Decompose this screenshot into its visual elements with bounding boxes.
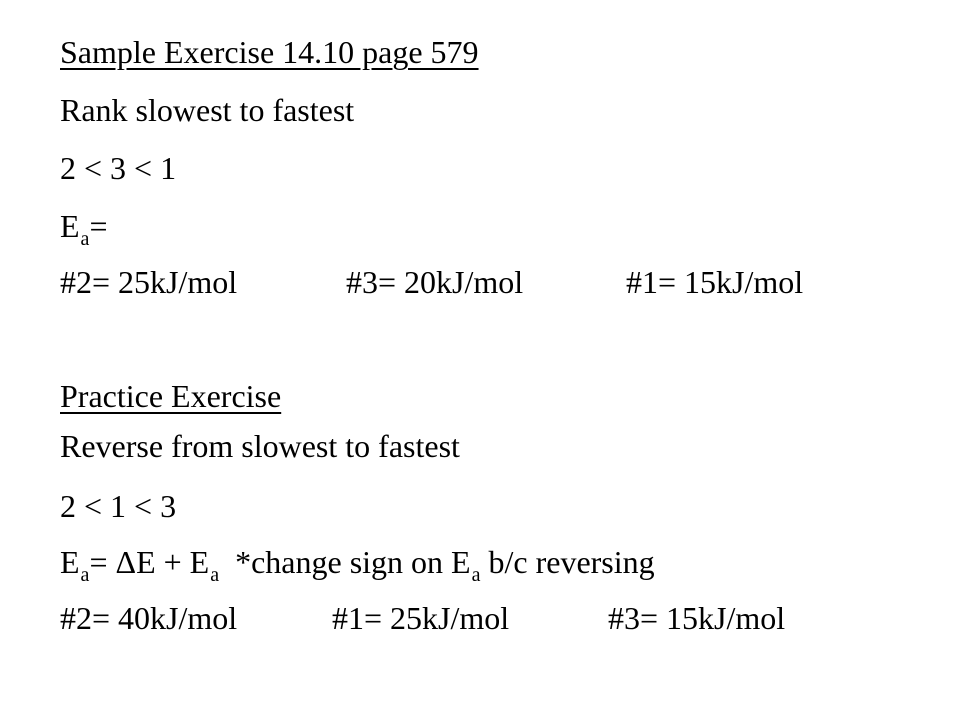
formula-e1: E (60, 544, 80, 580)
practice-exercise-heading: Practice Exercise (60, 378, 282, 414)
formula-mid: = ΔE + E (89, 544, 210, 580)
practice-value-3: #3= 15kJ/mol (608, 600, 786, 636)
sample-value-2: #2= 25kJ/mol (60, 264, 238, 300)
practice-ranking: 2 < 1 < 3 (60, 488, 177, 524)
sample-energy-values (60, 266, 803, 306)
sample-value-3: #3= 20kJ/mol (346, 264, 524, 300)
practice-value-2: #2= 40kJ/mol (60, 600, 238, 636)
sample-exercise-heading: Sample Exercise 14.10 page 579 (60, 34, 479, 70)
practice-value-1: #1= 25kJ/mol (332, 600, 510, 636)
formula-sub2: a (210, 564, 220, 586)
formula-note-post: b/c reversing (480, 544, 655, 580)
formula-sub1: a (80, 564, 90, 586)
practice-instruction: Reverse from slowest to fastest (60, 428, 460, 464)
sample-ranking: 2 < 3 < 1 (60, 150, 177, 186)
practice-formula (60, 546, 655, 586)
formula-note-pre: *change sign on E (219, 544, 471, 580)
sample-value-1: #1= 15kJ/mol (626, 264, 804, 300)
sample-instruction: Rank slowest to fastest (60, 92, 355, 128)
sample-activation-energy-label (60, 210, 107, 250)
formula-sub3: a (471, 564, 481, 586)
ea-symbol: E (60, 208, 80, 244)
ea-subscript: a (80, 228, 90, 250)
practice-energy-values (60, 602, 785, 642)
ea-equals: = (89, 208, 108, 244)
